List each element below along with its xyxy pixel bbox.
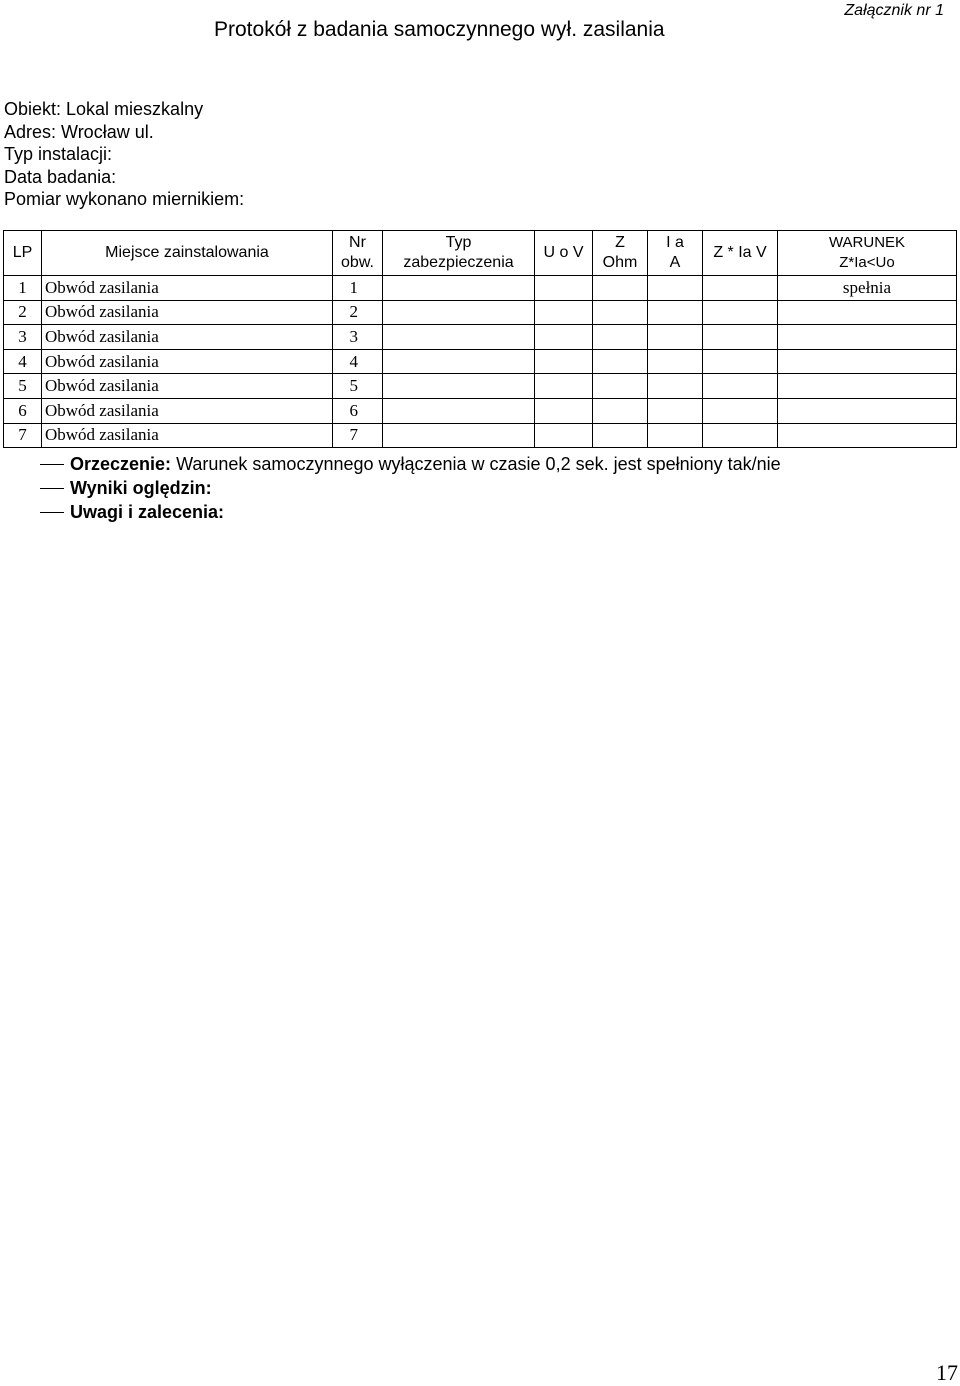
cell-z bbox=[593, 276, 648, 301]
measurement-table bbox=[3, 230, 957, 448]
header-warunek-line1: WARUNEK bbox=[828, 234, 906, 251]
notes-section bbox=[40, 452, 781, 524]
table-header-row bbox=[4, 231, 957, 276]
table-row bbox=[4, 374, 957, 399]
cell-zia bbox=[703, 374, 778, 399]
cell-warunek bbox=[778, 325, 957, 350]
cell-place: Obwód zasilania bbox=[42, 300, 333, 325]
cell-ia bbox=[648, 423, 703, 448]
dash-bullet bbox=[40, 512, 64, 513]
header-typ-line2: zabezpieczenia bbox=[403, 254, 514, 271]
table-row bbox=[4, 398, 957, 423]
object-info bbox=[4, 98, 244, 211]
info-data-badania: Data badania: bbox=[4, 166, 117, 187]
cell-place: Obwód zasilania bbox=[42, 349, 333, 374]
header-ia bbox=[648, 231, 703, 276]
table-row bbox=[4, 423, 957, 448]
header-z-line1: Z bbox=[615, 234, 625, 251]
note-wyniki bbox=[40, 476, 781, 500]
document-title: Protokół z badania samoczynnego wył. zasilania bbox=[214, 18, 665, 41]
header-ia-line1: I a bbox=[666, 234, 684, 251]
cell-uo bbox=[535, 374, 593, 399]
header-z-line2: Ohm bbox=[602, 254, 638, 271]
uwagi-label: Uwagi i zalecenia: bbox=[70, 502, 225, 522]
info-adres: Adres: Wrocław ul. bbox=[4, 121, 154, 142]
cell-ia bbox=[648, 300, 703, 325]
info-pomiar: Pomiar wykonano miernikiem: bbox=[4, 189, 245, 209]
cell-nr: 7 bbox=[333, 423, 383, 448]
cell-lp: 1 bbox=[4, 276, 42, 301]
cell-typ bbox=[383, 349, 535, 374]
cell-typ bbox=[383, 423, 535, 448]
cell-uo bbox=[535, 300, 593, 325]
page-number: 17 bbox=[936, 1360, 958, 1385]
cell-nr: 3 bbox=[333, 325, 383, 350]
info-obiekt: Obiekt: Lokal mieszkalny bbox=[4, 99, 204, 119]
cell-typ bbox=[383, 398, 535, 423]
orzeczenie-text: Warunek samoczynnego wyłączenia w czasie 0,2 sek. jest spełniony tak/nie bbox=[176, 454, 781, 474]
info-typ-instalacji: Typ instalacji: bbox=[4, 144, 113, 164]
cell-uo bbox=[535, 276, 593, 301]
cell-warunek bbox=[778, 398, 957, 423]
header-ia-line2: A bbox=[669, 254, 681, 271]
cell-zia bbox=[703, 349, 778, 374]
cell-uo bbox=[535, 423, 593, 448]
cell-z bbox=[593, 374, 648, 399]
cell-place: Obwód zasilania bbox=[42, 276, 333, 301]
cell-nr: 1 bbox=[333, 276, 383, 301]
table-row bbox=[4, 276, 957, 301]
cell-nr: 2 bbox=[333, 300, 383, 325]
cell-warunek bbox=[778, 374, 957, 399]
table-row bbox=[4, 300, 957, 325]
cell-warunek bbox=[778, 349, 957, 374]
cell-uo bbox=[535, 325, 593, 350]
table-row bbox=[4, 325, 957, 350]
header-zia: Z * Ia V bbox=[703, 231, 778, 276]
table-row bbox=[4, 349, 957, 374]
wyniki-label: Wyniki oględzin: bbox=[70, 478, 212, 498]
cell-zia bbox=[703, 276, 778, 301]
header-warunek bbox=[778, 231, 957, 276]
header-typ-line1: Typ bbox=[445, 234, 472, 251]
cell-z bbox=[593, 300, 648, 325]
cell-zia bbox=[703, 325, 778, 350]
cell-zia bbox=[703, 398, 778, 423]
cell-ia bbox=[648, 276, 703, 301]
cell-uo bbox=[535, 349, 593, 374]
cell-z bbox=[593, 349, 648, 374]
header-lp: LP bbox=[4, 231, 42, 276]
cell-warunek bbox=[778, 300, 957, 325]
cell-lp: 2 bbox=[4, 300, 42, 325]
header-nr-line2: obw. bbox=[341, 254, 374, 271]
header-warunek-line2: Z*Ia<Uo bbox=[839, 254, 895, 271]
cell-lp: 3 bbox=[4, 325, 42, 350]
header-typ bbox=[383, 231, 535, 276]
cell-nr: 4 bbox=[333, 349, 383, 374]
cell-nr: 6 bbox=[333, 398, 383, 423]
cell-lp: 7 bbox=[4, 423, 42, 448]
cell-nr: 5 bbox=[333, 374, 383, 399]
cell-typ bbox=[383, 325, 535, 350]
cell-ia bbox=[648, 349, 703, 374]
header-nr-line1: Nr bbox=[349, 234, 366, 251]
cell-lp: 6 bbox=[4, 398, 42, 423]
cell-zia bbox=[703, 423, 778, 448]
cell-lp: 4 bbox=[4, 349, 42, 374]
cell-zia bbox=[703, 300, 778, 325]
dash-bullet bbox=[40, 488, 64, 489]
cell-z bbox=[593, 423, 648, 448]
cell-typ bbox=[383, 374, 535, 399]
cell-place: Obwód zasilania bbox=[42, 423, 333, 448]
cell-ia bbox=[648, 325, 703, 350]
cell-z bbox=[593, 398, 648, 423]
cell-place: Obwód zasilania bbox=[42, 374, 333, 399]
cell-place: Obwód zasilania bbox=[42, 398, 333, 423]
header-z bbox=[593, 231, 648, 276]
cell-uo bbox=[535, 398, 593, 423]
cell-typ bbox=[383, 300, 535, 325]
note-uwagi bbox=[40, 500, 781, 524]
annex-label: Załącznik nr 1 bbox=[844, 2, 944, 19]
dash-bullet bbox=[40, 464, 64, 465]
cell-z bbox=[593, 325, 648, 350]
cell-warunek: spełnia bbox=[778, 276, 957, 301]
cell-ia bbox=[648, 374, 703, 399]
cell-place: Obwód zasilania bbox=[42, 325, 333, 350]
header-nr bbox=[333, 231, 383, 276]
cell-typ bbox=[383, 276, 535, 301]
header-place: Miejsce zainstalowania bbox=[42, 231, 333, 276]
cell-warunek bbox=[778, 423, 957, 448]
cell-lp: 5 bbox=[4, 374, 42, 399]
cell-ia bbox=[648, 398, 703, 423]
orzeczenie-label: Orzeczenie: bbox=[70, 454, 172, 474]
note-orzeczenie bbox=[40, 452, 781, 476]
header-uo: U o V bbox=[535, 231, 593, 276]
